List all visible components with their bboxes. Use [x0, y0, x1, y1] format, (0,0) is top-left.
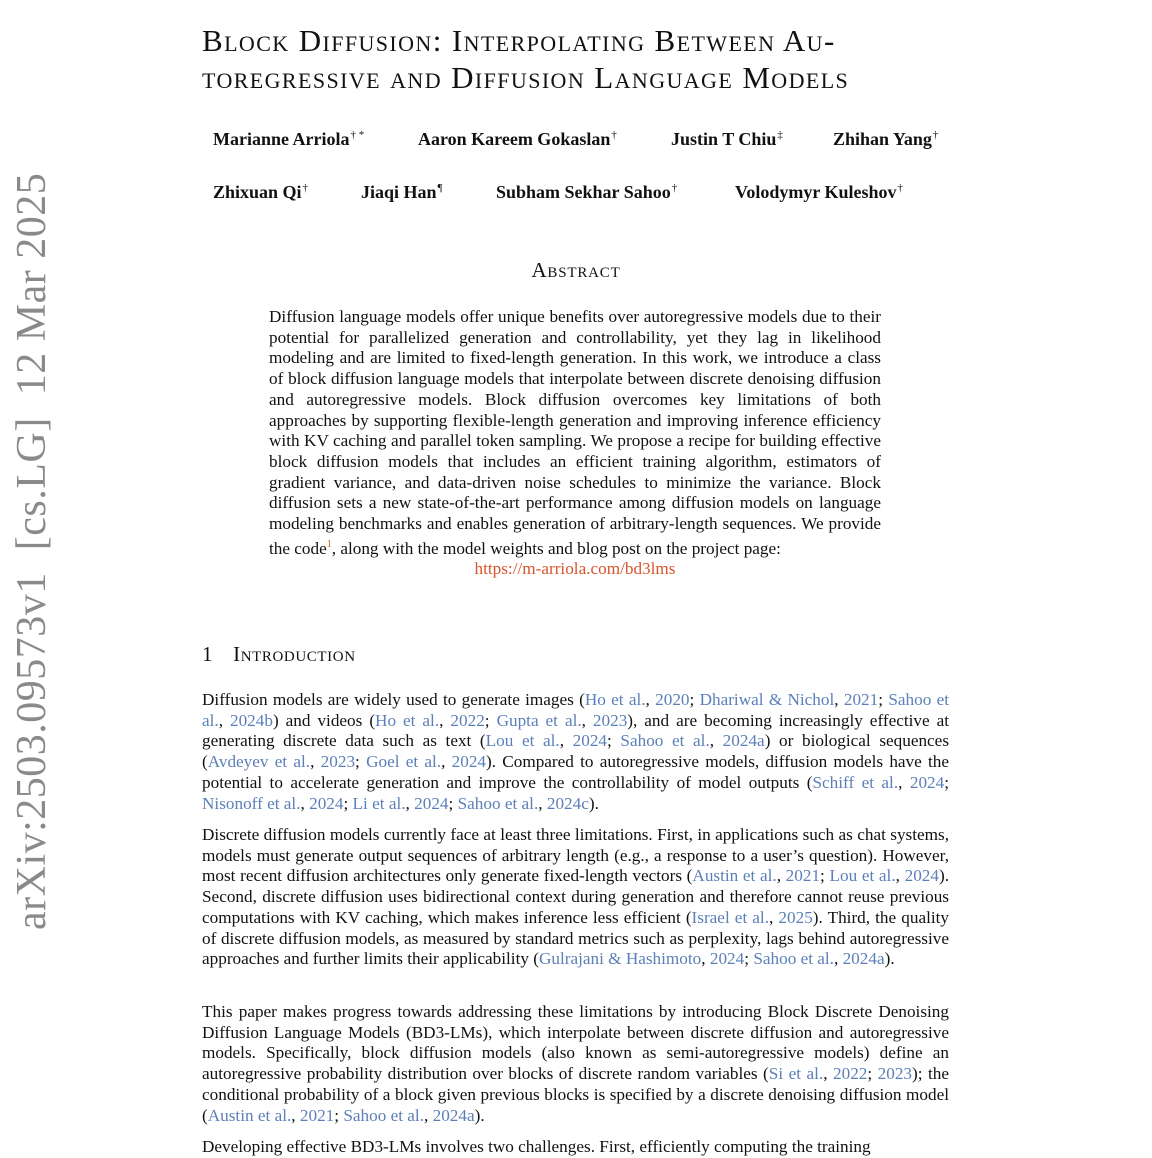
- paragraph-text: ,: [645, 690, 656, 709]
- paragraph-text: ,: [701, 949, 710, 969]
- paragraph-text: ,: [310, 752, 321, 772]
- paragraph-text: ). Third, the quality of discrete diffusion models, as measured by standard metrics such as perplexity, lags behind autoregressive approaches and further limits their applicability (: [202, 907, 949, 969]
- citation-link[interactable]: Goel et al.: [366, 752, 442, 772]
- paragraph-text: ,: [559, 731, 573, 751]
- author-name: Justin T Chiu: [671, 129, 777, 149]
- affiliation-mark: †: [897, 182, 904, 194]
- author: [833, 129, 938, 150]
- citation-link[interactable]: 2023: [592, 710, 628, 730]
- affiliation-mark: †: [302, 182, 309, 194]
- paragraph-text: Developing effective BD3-LMs involves two challenges. First, efficiently computing the training: [202, 1137, 871, 1156]
- citation-link[interactable]: 2024a: [432, 1105, 475, 1125]
- affiliation-mark: † *: [350, 129, 365, 141]
- author: [671, 129, 783, 150]
- author-name: Volodymyr Kuleshov: [735, 182, 897, 202]
- paragraph-text: ;: [689, 690, 700, 709]
- citation-link[interactable]: 2024: [909, 772, 945, 792]
- paragraph-text: ;: [820, 866, 830, 886]
- affiliation-mark: ‡: [777, 129, 783, 141]
- paragraph-text: Diffusion models are widely used to generate images (: [202, 690, 585, 709]
- citation-link[interactable]: Li et al.: [352, 793, 406, 813]
- citation-link[interactable]: 2025: [778, 907, 813, 927]
- paragraph-text: ,: [898, 772, 910, 792]
- citation-link[interactable]: 2023: [320, 752, 356, 772]
- author-name: Zhixuan Qi: [213, 182, 302, 202]
- citation-link[interactable]: 2022: [833, 1064, 868, 1084]
- arxiv-date: 12 Mar 2025: [9, 172, 55, 396]
- paragraph-text: ;: [448, 793, 458, 813]
- paragraph-text: ,: [218, 710, 230, 730]
- paragraph-text: ,: [291, 1105, 300, 1125]
- paragraph-text: ). Compared to autoregressive models, diffusion models have the potential to accelerate generation and improve the controllability of model outputs (: [202, 752, 950, 792]
- paragraph-text: ) or biological sequences (: [202, 731, 950, 772]
- author: [213, 182, 308, 203]
- paragraph-text: ), and are becoming increasingly effective at generating discrete data such as text (: [202, 710, 949, 751]
- paragraph-text: ).: [474, 1105, 485, 1125]
- citation-link[interactable]: 2024: [904, 866, 939, 886]
- abstract-heading: Abstract: [531, 258, 621, 282]
- citation-link[interactable]: 2022: [450, 710, 485, 730]
- affiliation-mark: †: [671, 182, 678, 194]
- paper-title-line-2: toregressive and Diffusion Language Models: [202, 60, 850, 95]
- citation-link[interactable]: 2024: [414, 793, 449, 813]
- author-name: Marianne Arriola: [213, 129, 350, 149]
- paragraph-text: ;: [744, 949, 754, 969]
- paragraph-text: ,: [424, 1105, 433, 1125]
- paper-title: [202, 22, 962, 96]
- paragraph-text: ,: [823, 1064, 833, 1084]
- paragraph-text: ;: [878, 690, 889, 709]
- paragraph-text: ,: [581, 710, 593, 730]
- citation-link[interactable]: Lou et al.: [829, 866, 896, 886]
- paragraph-text: ,: [709, 731, 723, 751]
- paragraph-text: ).: [588, 793, 599, 813]
- paragraph-text: ).: [884, 949, 895, 969]
- citation-link[interactable]: Ho et al.: [584, 690, 646, 709]
- citation-link[interactable]: Lou et al.: [485, 731, 560, 751]
- citation-link[interactable]: 2021: [785, 866, 821, 886]
- paragraph-text: ,: [769, 907, 779, 927]
- author-name: Zhihan Yang: [833, 129, 932, 149]
- paragraph-text: ;: [355, 752, 367, 772]
- arxiv-id: arXiv:2503.09573v1: [9, 572, 55, 930]
- intro-paragraph: [202, 1002, 949, 1126]
- paragraph-text: ,: [895, 866, 905, 886]
- paragraph-text: ,: [441, 752, 452, 772]
- citation-link[interactable]: Dhariwal & Nichol: [699, 690, 835, 709]
- paragraph-text: ). Second, discrete diffusion uses bidirectional context during generation and therefore cannot reuse previous computations with KV caching, which makes inference less efficient (: [202, 866, 950, 927]
- citation-link[interactable]: Austin et al.: [692, 866, 777, 886]
- citation-link[interactable]: 2021: [299, 1105, 335, 1125]
- citation-link[interactable]: Si et al.: [768, 1064, 824, 1084]
- paragraph-text: ,: [776, 866, 786, 886]
- section-number: 1: [202, 642, 214, 666]
- citation-link[interactable]: Ho et al.: [375, 710, 440, 730]
- citation-link[interactable]: 2024b: [229, 710, 273, 730]
- citation-link[interactable]: Austin et al.: [207, 1105, 292, 1125]
- citation-link[interactable]: 2024: [451, 752, 486, 772]
- citation-link[interactable]: Sahoo et al.: [457, 793, 539, 813]
- intro-paragraph: [202, 690, 949, 814]
- citation-link[interactable]: 2024: [309, 793, 344, 813]
- citation-link[interactable]: Sahoo et al.: [620, 731, 710, 751]
- section-heading-introduction: [202, 642, 356, 667]
- citation-link[interactable]: 2023: [877, 1064, 913, 1084]
- intro-paragraph: [202, 825, 949, 970]
- affiliation-mark: ¶: [437, 182, 443, 194]
- author-name: Aaron Kareem Gokaslan: [418, 129, 611, 149]
- paragraph-text: ,: [300, 793, 310, 813]
- author-name: Jiaqi Han: [361, 182, 437, 202]
- author: [213, 129, 364, 150]
- paragraph-text: ); the conditional probability of a block given previous blocks is specified by a discrete denoising diffusion model (: [202, 1064, 949, 1125]
- footnote-link[interactable]: 1: [326, 538, 332, 550]
- paragraph-text: ;: [607, 731, 621, 751]
- citation-link[interactable]: 2021: [843, 690, 879, 709]
- citation-link[interactable]: Sahoo et al.: [753, 949, 834, 969]
- citation-link[interactable]: Sahoo et al.: [343, 1105, 424, 1125]
- abstract-text: Diffusion language models offer unique benefits over autoregressive models due to their potential for parallelized generation and controllability, yet they lag in likelihood modeling and are limited to fixed-length generation. In this work, we introduce a class of block diffusion language models that interpolate between discrete denoising diffusion and autoregressive models. Block diffusion overcomes key limitations of both approaches by supporting flexible-length generation and improving inference efficiency with KV caching and parallel token sampling. We propose a recipe for building effective block diffusion models that includes an efficient training algorithm, estimators of gradient variance, and data-driven noise schedules to minimize the variance. Block diffusion sets a new state-of-the-art performance among diffusion models on language modeling benchmarks and enables generation of arbitrary-length sequences. We provide the code: [269, 307, 881, 558]
- citation-link[interactable]: Schiff et al.: [812, 772, 899, 792]
- paragraph-text: ,: [405, 793, 415, 813]
- paragraph-text: ,: [834, 690, 844, 709]
- citation-link[interactable]: 2020: [655, 690, 690, 709]
- author: [496, 182, 677, 203]
- paragraph-text: ;: [867, 1064, 878, 1084]
- paragraph-text: ;: [334, 1105, 344, 1125]
- citation-link[interactable]: 2024a: [842, 949, 885, 969]
- paragraph-text: ;: [944, 772, 950, 792]
- citation-link[interactable]: Sahoo et al.: [202, 690, 949, 730]
- paragraph-text: ,: [833, 949, 843, 969]
- author: [735, 182, 903, 203]
- affiliation-mark: †: [932, 129, 939, 141]
- citation-link[interactable]: Gupta et al.: [496, 710, 582, 730]
- affiliation-mark: †: [611, 129, 617, 141]
- citation-link[interactable]: Israel et al.: [691, 907, 770, 927]
- arxiv-category: [cs.LG]: [9, 417, 55, 551]
- citation-link[interactable]: Avdeyev et al.: [207, 752, 311, 772]
- citation-link[interactable]: Nisonoff et al.: [202, 793, 301, 813]
- author-name: Subham Sekhar Sahoo: [496, 182, 671, 202]
- citation-link[interactable]: 2024: [572, 731, 608, 751]
- paragraph-text: ) and videos (: [272, 710, 376, 730]
- project-page-link[interactable]: https://m-arriola.com/bd3lms: [474, 559, 676, 579]
- paragraph-text: ,: [439, 710, 451, 730]
- section-title: Introduction: [233, 642, 356, 666]
- abstract-body: [269, 307, 881, 580]
- intro-paragraph: [202, 1137, 949, 1158]
- paragraph-text: ;: [343, 793, 353, 813]
- abstract-text-end: , along with the model weights and blog post on the project page:: [331, 538, 781, 558]
- paragraph-text: Discrete diffusion models currently face at least three limitations. First, in applications such as chat systems, models must generate output sequences of arbitrary length (e.g., a response to a user’s question). However, most recent diffusion architectures only generate fixed-length vectors (: [202, 825, 949, 886]
- author: [418, 129, 617, 150]
- citation-link[interactable]: Gulrajani & Hashimoto: [538, 949, 702, 969]
- paragraph-text: ;: [484, 710, 497, 730]
- paper-title-line-1: Block Diffusion: Interpolating Between Au-: [202, 23, 836, 58]
- citation-link[interactable]: 2024: [709, 949, 745, 969]
- author: [361, 182, 443, 203]
- citation-link[interactable]: 2024a: [722, 731, 765, 751]
- paragraph-text: ,: [538, 793, 547, 813]
- citation-link[interactable]: 2024c: [546, 793, 589, 813]
- paragraph-text: This paper makes progress towards addressing these limitations by introducing Block Discrete Denoising Diffusion Language Models (BD3-LMs), which interpolate between discrete diffusion and autoregressive models. Specifically, block diffusion models (also known as semi-autoregressive models) define an autoregressive probability distribution over blocks of discrete random variables (: [202, 1002, 949, 1084]
